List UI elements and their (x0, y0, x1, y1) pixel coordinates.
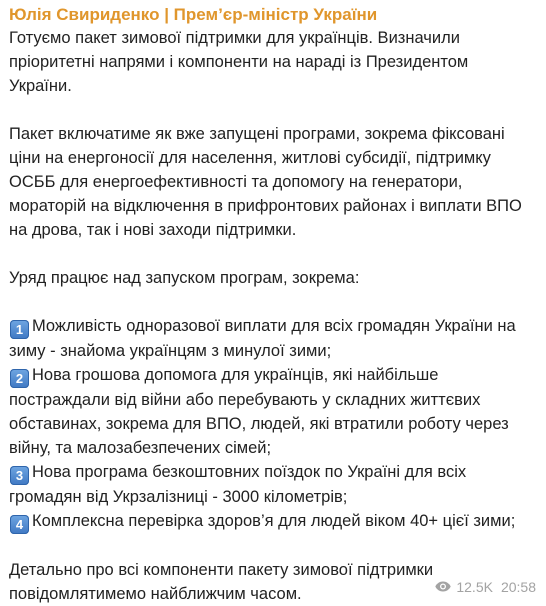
message-author[interactable]: Юлія Свириденко | Прем’єр-міністр України (9, 5, 378, 24)
list-item-text: Комплексна перевірка здоров’я для людей віком 40+ цієї зими; (32, 512, 516, 530)
keycap-four-icon: 4 (10, 515, 29, 534)
keycap-two-icon: 2 (10, 369, 29, 388)
list-item-text: Нова програма безкоштовних поїздок по Україні для всіх громадян від Укрзалізниці - 3000 кілометрів; (9, 463, 467, 506)
keycap-one-icon: 1 (10, 320, 29, 339)
view-count: 12.5K (456, 579, 493, 595)
keycap-three-icon: 3 (10, 466, 29, 485)
list-item (9, 509, 528, 534)
list-item-text: Можливість одноразової виплати для всіх громадян України на зиму - знайома українцям з минулої зими; (9, 317, 516, 360)
list-item-text: Нова грошова допомога для українців, які найбільше постраждали від війни або перебувають у складних життєвих обставинах, зокрема для ВПО, людей, які втратили роботу через війну, та малозабезпечених сімей; (9, 366, 509, 457)
message-intro: Готуємо пакет зимової підтримки для українців. Визначили пріоритетні напрями і компоненти на нараді із Президентом України. (9, 29, 469, 95)
message-paragraph: Пакет включатиме як вже запущені програми, зокрема фіксовані ціни на енергоносії для населення, житлові субсидії, підтримку ОСББ для енергоефективності та допомогу на генератори, мораторій на відключення в прифронтових районах і виплати ВПО на дрова, так і нові заходи підтримки. (9, 125, 522, 239)
list-item (9, 314, 528, 363)
message-meta (435, 578, 536, 596)
list-item (9, 460, 528, 509)
message-time: 20:58 (500, 579, 536, 595)
eye-icon (435, 578, 451, 596)
message-closing: Детально про всі компоненти пакету зимової підтримки повідомлятимемо найближчим часом. (9, 561, 434, 603)
message-paragraph: Уряд працює над запуском програм, зокрема: (9, 269, 360, 287)
list-item (9, 363, 528, 460)
program-list (9, 314, 528, 534)
